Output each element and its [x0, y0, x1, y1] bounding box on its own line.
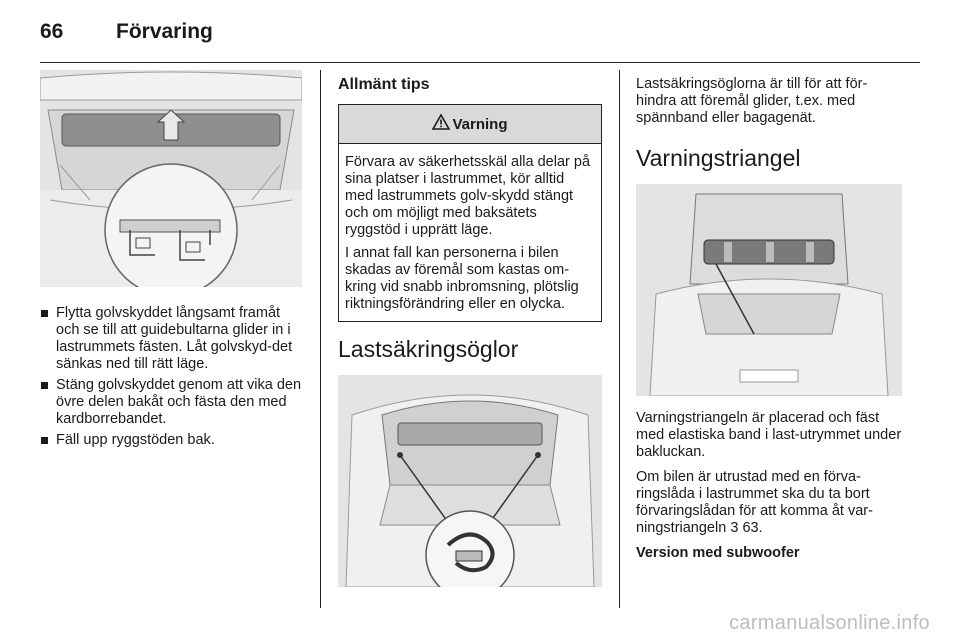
section-heading-cargo-hooks: Lastsäkringsöglor [338, 336, 519, 362]
warning-paragraph: Förvara av säkerhetsskäl alla delar på sina platser i lastrummet, kör alltid med lastrummets golv-skydd stängt och om möjligt med baksätets ryggstöd i upprätt läge. [345, 154, 591, 238]
warning-triangle-location-illustration [636, 184, 902, 396]
warning-paragraph: I annat fall kan personerna i bilen skadas av föremål som kastas om-kring vid snabb inbromsning, plötslig riktningsförändring eller en olycka. [345, 245, 579, 312]
tips-heading: Allmänt tips [338, 76, 430, 93]
bullet-square-icon [41, 310, 48, 317]
page-reference-icon: 3 [730, 520, 739, 536]
cargo-hooks-illustration [338, 375, 602, 587]
page-title: Förvaring [116, 20, 213, 43]
page-number: 66 [40, 20, 64, 43]
list-item: Flytta golvskyddet långsamt framåt och se till att guidebultarna glider in i lastrummets fästen. Låt golvskyd-det sänkas ned till rätt läge. [40, 305, 302, 373]
bullet-square-icon [41, 382, 48, 389]
page-reference[interactable]: 63. [742, 520, 763, 536]
warning-body [339, 144, 601, 321]
list-item: Fäll upp ryggstöden bak. [40, 432, 302, 449]
column-3 [636, 70, 902, 570]
intro-paragraph: Lastsäkringsöglorna är till för att för-hindra att föremål glider, t.ex. med spännband eller bagagenät. [636, 76, 868, 126]
watermark: carmanualsonline.info [729, 612, 930, 634]
column-divider-right [619, 70, 620, 608]
section-heading-warning-triangle: Varningstriangel [636, 145, 801, 171]
subwoofer-subheading: Version med subwoofer [636, 545, 800, 561]
bullet-square-icon [41, 437, 48, 444]
floor-cover-illustration [40, 70, 302, 287]
warning-header [339, 105, 601, 144]
column-1 [40, 70, 302, 453]
list-item: Stäng golvskyddet genom att vika den övre delen bakåt och fästa den med kardborrebandet. [40, 377, 302, 428]
page-header [40, 16, 920, 63]
instruction-list [40, 305, 302, 449]
warning-triangle-icon [432, 114, 450, 134]
column-divider-left [320, 70, 321, 608]
warning-box [338, 104, 602, 322]
column-2 [338, 70, 602, 587]
location-paragraph: Varningstriangeln är placerad och fäst med elastiska band i last-utrymmet under bakluckan. [636, 410, 902, 460]
storage-box-paragraph: Om bilen är utrustad med en förva-ringslåda i lastrummet ska du ta bort förvaringslådan för att komma åt var-ningstriangeln 3 63. [636, 469, 873, 536]
warning-label: Varning [452, 115, 508, 133]
